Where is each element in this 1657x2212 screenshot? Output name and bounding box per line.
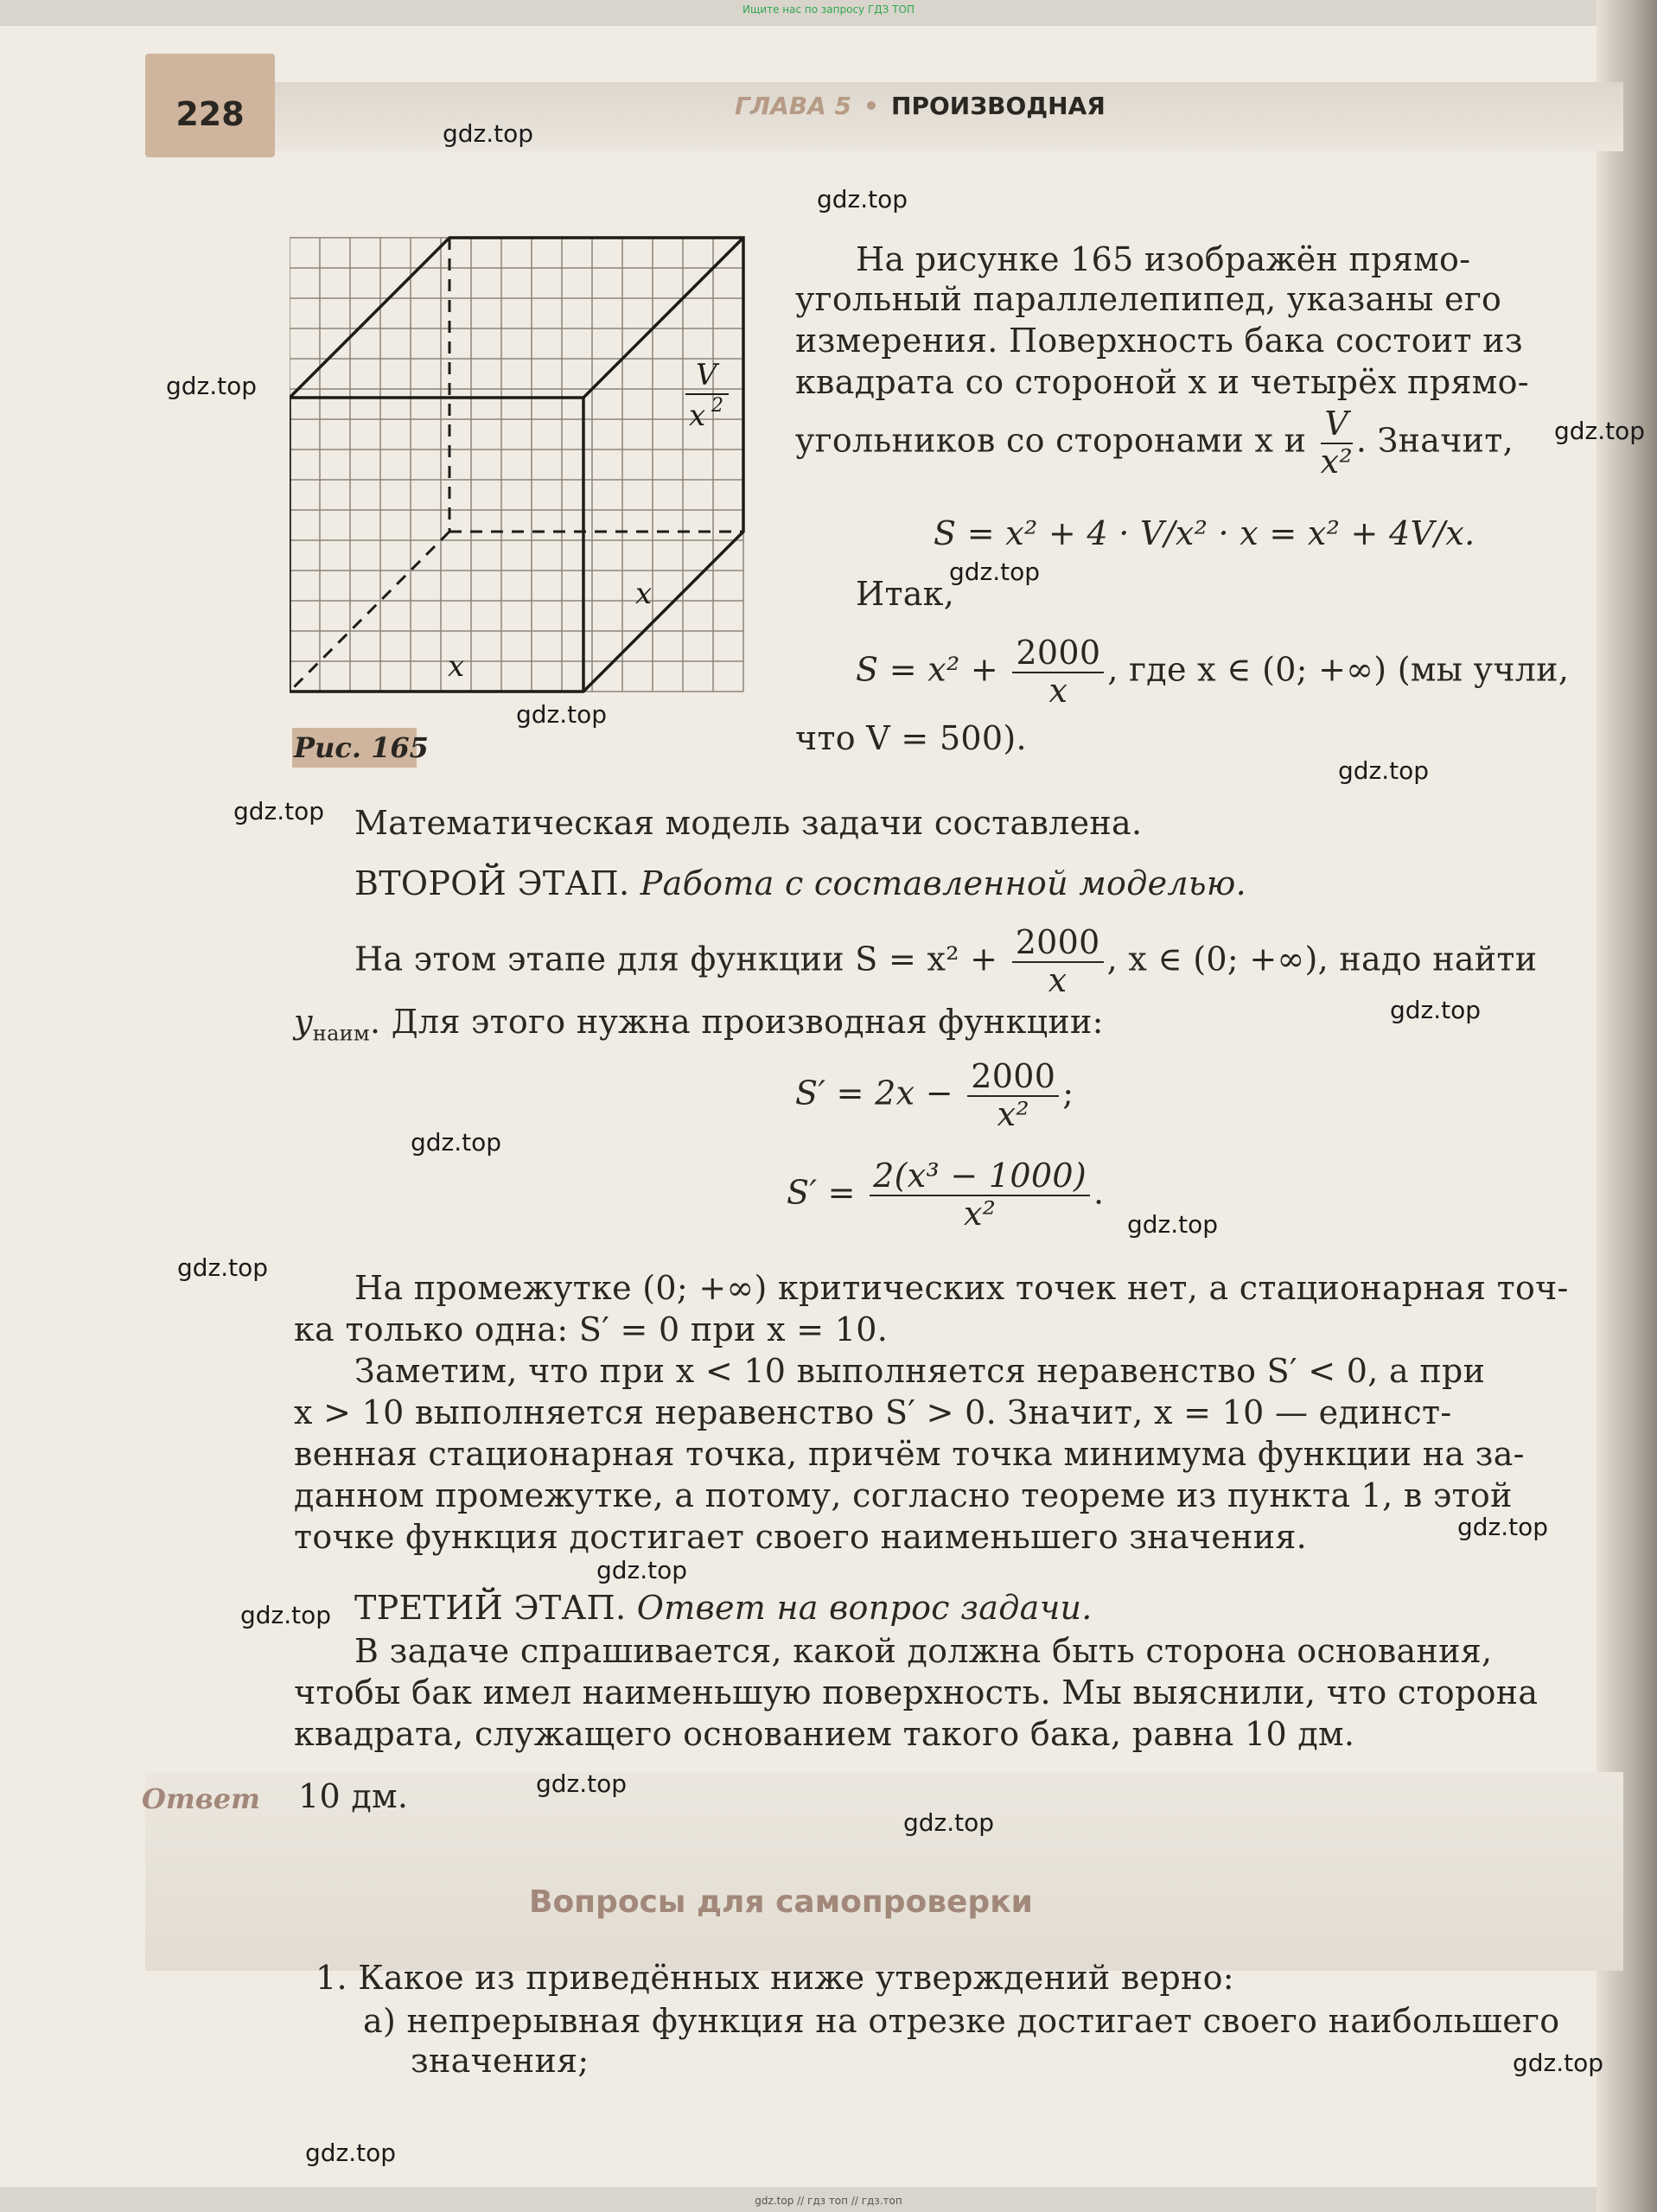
p1-line1: На рисунке 165 изображён прямо- xyxy=(856,240,1471,278)
eq2-start: S = x² + xyxy=(856,650,999,689)
fraction-2000-over-x: $\frac{2000}{x}$ xyxy=(1012,635,1104,710)
top-note[interactable]: Ищите нас по запросу ГДЗ ТОП xyxy=(742,3,915,16)
watermark: gdz.top xyxy=(516,700,608,729)
watermark: gdz.top xyxy=(1554,417,1646,445)
fraction-derivative: $\frac{\text{2(x³ − 1000)}}{\text{x²}}$ xyxy=(870,1158,1090,1233)
p4-line4: данном промежутке, а потому, согласно теореме из пункта 1, в этой xyxy=(294,1476,1513,1514)
bullet-icon xyxy=(867,101,876,110)
fraction-v-over-x2: $\frac{V}{\text{x²}}$ xyxy=(1320,405,1353,481)
question-1a-line2: значения; xyxy=(411,2042,590,2080)
watermark: gdz.top xyxy=(443,119,534,148)
watermark: gdz.top xyxy=(1127,1210,1219,1239)
watermark: gdz.top xyxy=(536,1769,628,1798)
question-1a-line1: а) непрерывная функция на отрезке достигает своего наибольшего xyxy=(363,2002,1560,2040)
fraction-2000-over-x-2: $\frac{2000}{x}$ xyxy=(1012,925,1104,999)
equation-1: S = x² + 4 · V/x² · x = x² + 4V/x. xyxy=(934,514,1475,552)
watermark: gdz.top xyxy=(411,1128,502,1157)
itak: Итак, xyxy=(856,575,955,613)
equation-2-cont: что V = 500). xyxy=(795,719,1027,757)
watermark: gdz.top xyxy=(903,1808,995,1837)
watermark: gdz.top xyxy=(240,1601,332,1629)
watermark: gdz.top xyxy=(1513,2049,1604,2077)
bottom-note[interactable]: gdz.top // гдз топ // гдз.топ xyxy=(755,2195,902,2207)
derivative-1: S′ = 2x − $\frac{2000}{\text{x²}}$ ; xyxy=(795,1057,1074,1133)
model-done: Математическая модель задачи составлена. xyxy=(354,804,1143,842)
p5-line1: В задаче спрашивается, какой должна быть сторона основания, xyxy=(354,1632,1493,1670)
stage2-heading: ВТОРОЙ ЭТАП. Работа с составленной моделью. xyxy=(354,864,1247,902)
chapter-heading xyxy=(735,92,1106,120)
p4-line5: точке функция достигает своего наименьшего значения. xyxy=(294,1518,1307,1556)
p1-line5 xyxy=(795,406,1514,481)
p1-line5b: . Значит, xyxy=(1355,421,1514,460)
watermark: gdz.top xyxy=(177,1253,269,1282)
watermark: gdz.top xyxy=(1338,756,1430,785)
p4-line2: x > 10 выполняется неравенство S′ > 0. Значит, x = 10 — единст- xyxy=(294,1393,1452,1431)
fig-label-x-bottom: x xyxy=(448,649,465,684)
derivative-2: S′ = $\frac{\text{2(x³ − 1000)}}{\text{x²}}$ . xyxy=(787,1157,1105,1233)
p1-line5a: угольников со сторонами x и xyxy=(795,421,1307,460)
figure-caption: Рис. 165 xyxy=(294,731,429,764)
p4-line3: венная стационарная точка, причём точка минимума функции на за- xyxy=(294,1435,1525,1473)
fig-label-v: V xyxy=(696,358,717,392)
p1-line3: измерения. Поверхность бака состоит из xyxy=(795,322,1523,360)
p1-line4: квадрата со стороной x и четырёх прямо- xyxy=(795,363,1529,401)
watermark: gdz.top xyxy=(166,372,258,400)
p1-line2: угольный параллелепипед, указаны его xyxy=(795,280,1502,318)
answer-value: 10 дм. xyxy=(298,1777,409,1815)
stage3-heading: ТРЕТИЙ ЭТАП. Ответ на вопрос задачи. xyxy=(354,1589,1093,1627)
p3-line2: ка только одна: S′ = 0 при x = 10. xyxy=(294,1310,889,1348)
parallelepiped-figure xyxy=(290,233,756,717)
stage2-line2: $y_{наим}$. Для этого нужна производная функции: xyxy=(294,1003,1104,1046)
watermark: gdz.top xyxy=(1457,1513,1549,1541)
question-1: 1. Какое из приведённых ниже утверждений верно: xyxy=(315,1959,1234,1997)
section-label: ПРОИЗВОДНАЯ xyxy=(891,92,1106,120)
watermark: gdz.top xyxy=(233,797,325,826)
questions-title: Вопросы для самопроверки xyxy=(529,1884,1033,1920)
answer-label: Ответ xyxy=(142,1782,260,1815)
equation-2 xyxy=(856,635,1569,710)
watermark: gdz.top xyxy=(305,2139,397,2167)
watermark: gdz.top xyxy=(596,1556,688,1584)
chapter-label: ГЛАВА 5 xyxy=(735,92,852,120)
fig-label-v-den: x xyxy=(689,398,706,433)
watermark: gdz.top xyxy=(817,185,908,214)
stage2-line1: На этом этапе для функции S = x² + $\frac{2000}{x}$ , x ∈ (0; +∞), надо найти xyxy=(354,923,1538,999)
p3-line1: На промежутке (0; +∞) критических точек нет, а стационарная точ- xyxy=(354,1269,1569,1307)
page-number: 228 xyxy=(175,95,245,133)
eq2-end: , где x ∈ (0; +∞) (мы учли, xyxy=(1107,650,1570,689)
svg-text:2: 2 xyxy=(711,395,723,417)
watermark: gdz.top xyxy=(1390,996,1482,1024)
p5-line3: квадрата, служащего основанием такого бака, равна 10 дм. xyxy=(294,1715,1355,1753)
p4-line1: Заметим, что при x < 10 выполняется неравенство S′ < 0, а при xyxy=(354,1352,1486,1390)
fraction-2000-over-x2: $\frac{2000}{\text{x²}}$ xyxy=(967,1059,1059,1133)
watermark: gdz.top xyxy=(949,558,1041,586)
p5-line2: чтобы бак имел наименьшую поверхность. Мы выяснили, что сторона xyxy=(294,1673,1539,1712)
fig-label-x-side: x xyxy=(635,577,653,611)
